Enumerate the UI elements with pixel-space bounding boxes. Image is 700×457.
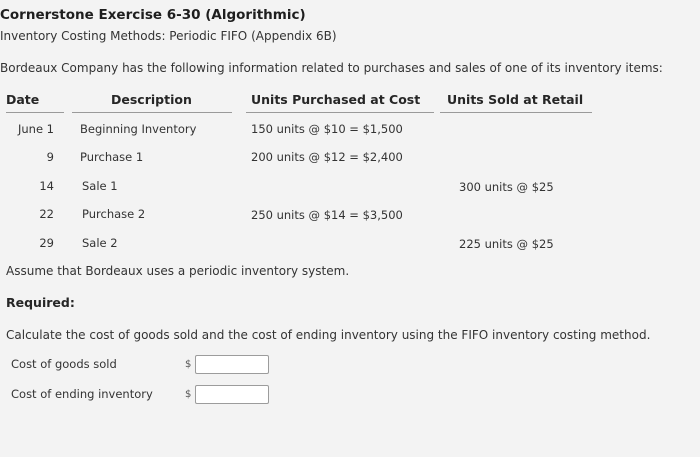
assumption-text: Assume that Bordeaux uses a periodic inventory system. xyxy=(6,264,350,278)
ending-inventory-input[interactable] xyxy=(195,385,269,404)
header-description: Description xyxy=(111,92,192,107)
row-date: 9 xyxy=(46,150,54,164)
ending-inventory-label: Cost of ending inventory xyxy=(11,387,153,401)
instruction-text: Calculate the cost of goods sold and the cost of ending inventory using the FIFO inventory costing method. xyxy=(6,328,651,342)
header-rule-sold xyxy=(440,112,592,113)
header-rule-purchased xyxy=(246,112,434,113)
ending-inventory-dollar-sign: $ xyxy=(185,389,192,400)
row-date: 22 xyxy=(39,207,54,221)
row-description: Sale 1 xyxy=(82,179,118,193)
row-purchased: 250 units @ $14 = $3,500 xyxy=(251,208,403,222)
header-rule-date xyxy=(6,112,64,113)
header-units-sold: Units Sold at Retail xyxy=(447,92,584,107)
row-description: Beginning Inventory xyxy=(80,122,197,136)
row-description: Purchase 2 xyxy=(82,207,146,221)
row-date: June 1 xyxy=(17,122,54,136)
intro-text: Bordeaux Company has the following information related to purchases and sales of one of its inventory items: xyxy=(0,61,663,75)
row-description: Purchase 1 xyxy=(80,150,144,164)
row-purchased: 200 units @ $12 = $2,400 xyxy=(251,150,403,164)
row-purchased: 150 units @ $10 = $1,500 xyxy=(251,122,403,136)
exercise-title: Cornerstone Exercise 6-30 (Algorithmic) xyxy=(0,7,306,23)
header-units-purchased: Units Purchased at Cost xyxy=(251,92,421,107)
row-sold: 225 units @ $25 xyxy=(459,237,554,251)
row-description: Sale 2 xyxy=(82,236,118,250)
required-heading: Required: xyxy=(6,295,75,310)
row-date: 14 xyxy=(39,179,54,193)
header-date: Date xyxy=(6,92,40,107)
cogs-dollar-sign: $ xyxy=(185,359,192,370)
row-sold: 300 units @ $25 xyxy=(459,180,554,194)
cogs-input[interactable] xyxy=(195,355,269,374)
cogs-label: Cost of goods sold xyxy=(11,357,117,371)
row-date: 29 xyxy=(39,236,54,250)
exercise-subtitle: Inventory Costing Methods: Periodic FIFO (Appendix 6B) xyxy=(0,29,337,43)
header-rule-description xyxy=(72,112,232,113)
